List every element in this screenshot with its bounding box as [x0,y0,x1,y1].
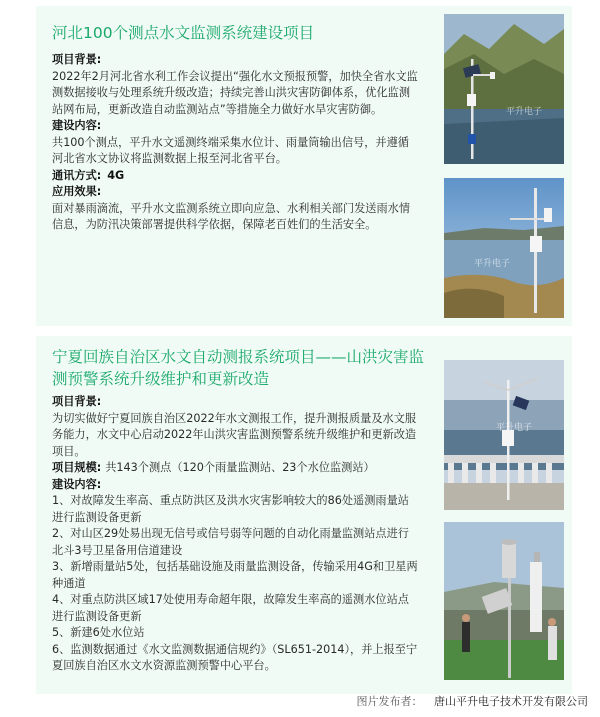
background-heading: 项目背景: [52,395,102,408]
lakeside-monitoring-pole-photo [444,178,564,318]
project-card-hebei [36,6,572,326]
background-heading: 项目背景: [52,53,102,66]
comm-heading: 通讯方式: [52,168,102,182]
project-body [52,394,420,675]
project-body [52,52,420,234]
watermark: 平升电子 [506,107,543,117]
effect-text: 面对暴雨滴流，平升水文监测系统立即向应急、水利相关部门发送雨水情信息，为防汛决策部署提供科学依据，保障老百姓们的生活安全。 [52,201,411,231]
riverside-rain-gauge-photo [444,360,564,510]
list-item: 6、监测数据通过《水文监测数据通信规约》（SL651-2014），并上报至宁夏回族自治区水文水资源监测预警中心平台。 [52,642,418,672]
content-heading: 建设内容: [52,477,102,491]
solar-hydrology-station-photo [444,14,564,164]
project-title: 宁夏回族自治区水文自动测报系统项目——山洪灾害监测预警系统升级维护和更新改造 [52,348,425,388]
effect-heading: 应用效果: [52,185,102,198]
list-item: 3、新增雨量站5处，包括基础设施及雨量监测设备，传输采用4G和卫星两种通道 [52,560,418,590]
watermark: 平升电子 [496,423,533,433]
publisher-name: 唐山平升电子技术开发有限公司 [434,695,588,708]
list-item: 1、对故障发生率高、重点防洪区及洪水灾害影响较大的86处遥测雨量站进行监测设备更新 [52,494,409,524]
list-item: 4、对重点防洪区域17处使用寿命超年限，故障发生率高的遥测水位站点进行监测设备更新 [52,593,409,623]
publisher-label: 图片发布者： [356,695,423,708]
rooftop-rain-gauge-photo [444,522,564,680]
content-heading: 建设内容: [52,119,102,132]
scale-heading: 项目规模: [52,461,102,474]
project-card-ningxia [36,336,572,694]
background-text: 为切实做好宁夏回族自治区2022年水文测报工作，提升测报质量及水文服务能力，水文中心启动2022年山洪灾害监测预警系统升级维护和更新改造项目。 [52,411,417,458]
watermark: 平升电子 [474,259,511,269]
list-item: 5、新建6处水位站 [52,626,145,639]
content-text: 共100个测点，平升水文遥测终端采集水位计、雨量筒输出信号，并遵循河北省水文协议将监测数据上报至河北省平台。 [52,135,409,165]
comm-value: 4G [107,168,125,182]
project-title: 河北100个测点水文监测系统建设项目 [52,24,315,42]
background-text: 2022年2月河北省水利工作会议提出“强化水文预报预警，加快全省水文监测数据接收与处理系统升级改造；持续完善山洪灾害防御体系，优化监测站网布局，更新改造自动监测站点”等措施全力做好水旱灾害防御。 [52,69,418,116]
list-item: 2、对山区29处易出现无信号或信号弱等问题的自动化雨量监测站点进行北斗3号卫星备用信道建设 [52,527,409,557]
scale-value: 共143个测点（120个雨量监测站、23个水位监测站） [105,461,375,474]
publisher-footer [357,693,589,709]
